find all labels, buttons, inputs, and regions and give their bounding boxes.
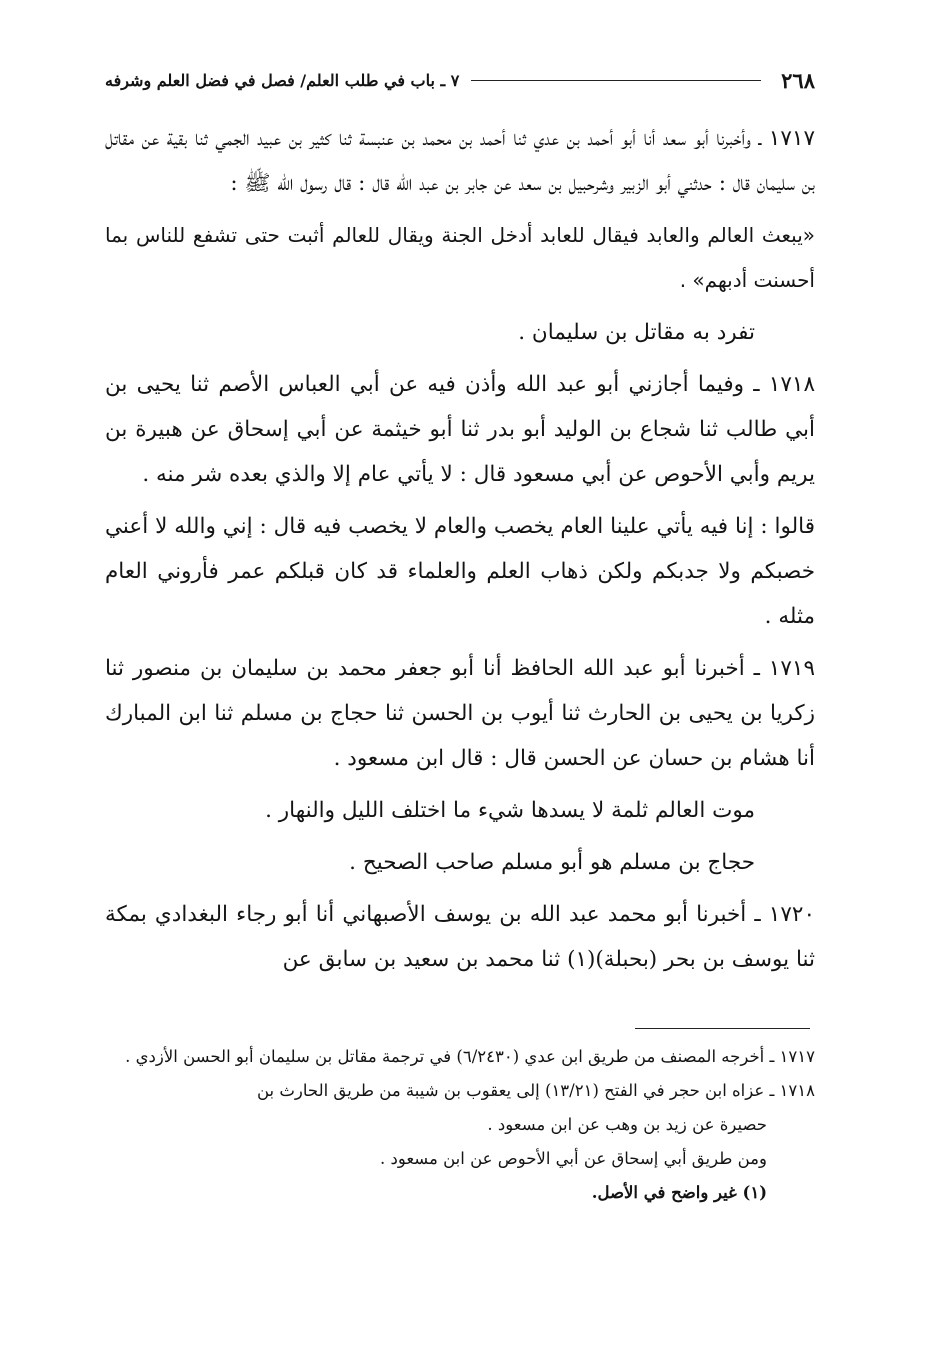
header-rule [471,80,761,81]
hadith-text-1717: «يبعث العالم والعابد فيقال للعابد أدخل الجنة ويقال للعالم أثبت حتى تشفع للناس بما أحسنت أدبهم» . [105,223,815,292]
paragraph-1720: ١٧٢٠ ـ أخبرنا أبو محمد عبد الله بن يوسف الأصبهاني أنا أبو رجاء البغدادي بمكة ثنا يوسف بن بحر (بحبلة)(١) ثنا محمد بن سعيد بن سابق عن [105,902,815,972]
page-number: ٢٦٨ [781,67,815,93]
footnote-1718: ١٧١٨ ـ عزاه ابن حجر في الفتح (١٣/٢١) إلى يعقوب بن شيبة من طريق الحارث بن [257,1081,815,1100]
main-text [105,116,815,989]
footnote-divider [635,1028,810,1029]
quote-1719: موت العالم ثلمة لا يسدها شيء ما اختلف الليل والنهار . [265,798,755,823]
footnote-1718-line-2: حصيرة عن زيد بن وهب عن ابن مسعود . [487,1115,767,1134]
comment-1719: حجاج بن مسلم هو أبو مسلم صاحب الصحيح . [349,850,755,875]
running-title: ٧ ـ باب في طلب العلم/ فصل في فضل العلم وشرفه [105,70,460,90]
paragraph-1718-continued: قالوا : إنا فيه يأتي علينا العام يخصب والعام لا يخصب فيه قال : إني والله لا أعني خصبكم ولا جدبكم ولكن ذهاب العلم والعلماء قد كان قبلكم عمر فأروني العام مثله . [105,514,815,629]
footnote-note-1: (١) غير واضح في الأصل. [591,1183,767,1202]
page-header [105,62,815,98]
comment-1717: تفرد به مقاتل بن سليمان . [518,320,755,345]
paragraph-1719: ١٧١٩ ـ أخبرنا أبو عبد الله الحافظ أنا أبو جعفر محمد بن سليمان بن منصور ثنا زكريا بن يحيى بن الحارث ثنا أيوب بن الحسن ثنا حجاج بن مسلم ثنا ابن المبارك أنا هشام بن حسان عن الحسن قال : قال ابن مسعود . [105,656,815,771]
footnotes [105,1040,815,1210]
paragraph-1718: ١٧١٨ ـ وفيما أجازني أبو عبد الله وأذن فيه عن أبي العباس الأصم ثنا يحيى بن أبي طالب ثنا شجاع بن الوليد أبو بدر ثنا أبو خيثمة عن أبي إسحاق عن هبيرة بن يريم وأبي الأحوص عن أبي مسعود قال : لا يأتي عام إلا والذي بعده شر منه . [105,372,815,487]
footnote-1717: ١٧١٧ ـ أخرجه المصنف من طريق ابن عدي (٦/٢٤٣٠) في ترجمة مقاتل بن سليمان أبو الحسن الأزدي . [125,1047,815,1066]
paragraph-1717: ١٧١٧ ـ وأخبرنا أبو سعد أنا أبو أحمد بن عدي ثنا أحمد بن محمد بن عنبسة ثنا كثير بن عبيد الجمي ثنا بقية عن مقاتل بن سليمان قال : حدثني أبو الزبير وشرحبيل بن سعد عن جابر بن عبد الله قال : قال رسول الله ﷺ : [105,126,815,196]
footnote-1718-line-3: ومن طريق أبي إسحاق عن أبي الأحوص عن ابن مسعود . [379,1149,767,1168]
